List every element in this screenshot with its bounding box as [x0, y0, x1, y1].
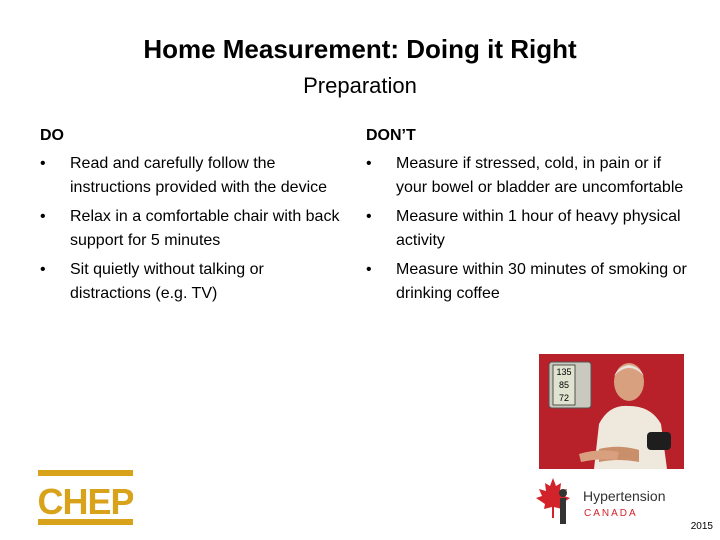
do-list	[40, 152, 340, 306]
do-item: • Relax in a comfortable chair with back support for 5 minutes	[40, 205, 340, 253]
chep-logo-graphic	[38, 470, 133, 525]
dont-item: • Measure within 1 hour of heavy physical activity	[366, 205, 696, 253]
do-column	[40, 124, 340, 311]
figure-head-icon	[559, 489, 567, 497]
slide-subtitle: Preparation	[303, 73, 417, 98]
do-item: • Sit quietly without talking or distractions (e.g. TV)	[40, 258, 340, 306]
man-with-monitor-illustration	[539, 354, 684, 469]
diastolic-reading: 85	[558, 380, 570, 390]
figure-body-icon	[560, 498, 566, 524]
hypertension-canada-logo	[533, 474, 693, 530]
dont-item: • Measure within 30 minutes of smoking or drinking coffee	[366, 258, 696, 306]
dont-item: • Measure if stressed, cold, in pain or if your bowel or bladder are uncomfortable	[366, 152, 696, 200]
dont-column	[366, 124, 696, 311]
canada-logo-text: CANADA	[584, 508, 638, 519]
hypertension-logo-text: Hypertension	[583, 488, 666, 504]
copyright-year: 2015	[690, 521, 713, 532]
dont-list	[366, 152, 696, 306]
slide-title: Home Measurement: Doing it Right	[143, 34, 577, 64]
do-heading: DO	[40, 127, 64, 144]
chep-logo	[38, 470, 133, 525]
pulse-reading: 72	[558, 393, 570, 403]
chep-logo-text: CHEP	[38, 481, 133, 522]
dont-heading: DON’T	[366, 127, 416, 144]
blood-pressure-photo	[539, 354, 684, 469]
do-item: • Read and carefully follow the instructions provided with the device	[40, 152, 340, 200]
systolic-reading: 135	[556, 367, 572, 377]
hypertension-canada-logo-graphic	[533, 474, 693, 530]
